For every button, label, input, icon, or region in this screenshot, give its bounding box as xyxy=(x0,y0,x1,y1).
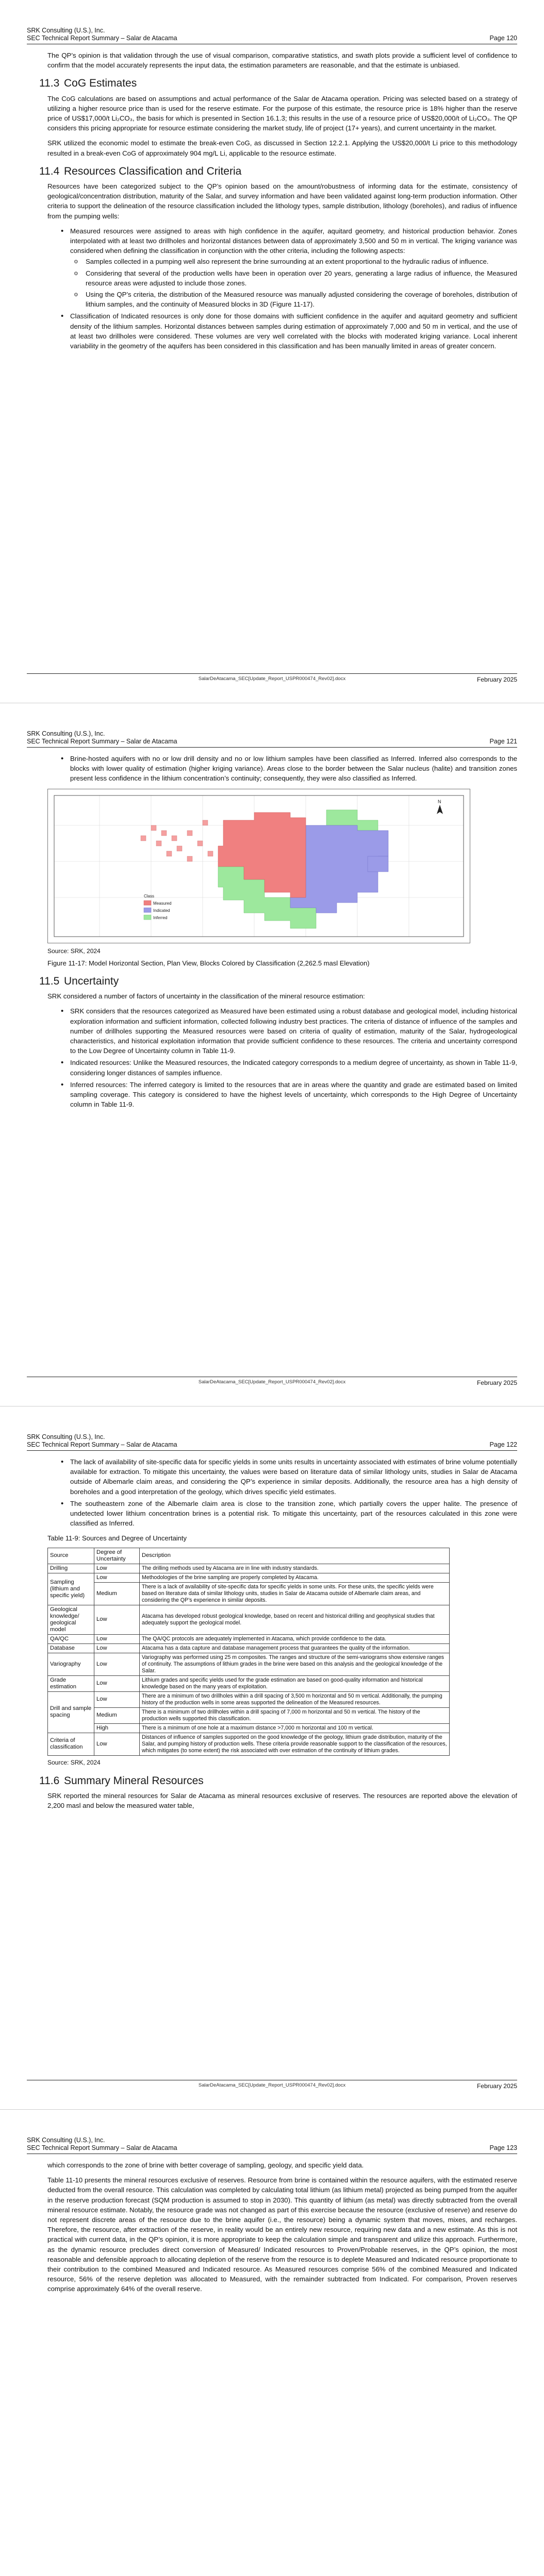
page-footer xyxy=(27,673,517,683)
cell-source: Database xyxy=(48,1643,94,1653)
footer-date: February 2025 xyxy=(476,676,517,683)
table-row xyxy=(48,1653,450,1675)
cell-description: Variography was performed using 25 m composites. The ranges and structure of the semi-variograms show extensive ranges of continuity. The assumptions of lithium grades in the brine were based on this analysis and the geological knowledge of the Salar. xyxy=(140,1653,450,1675)
table-row xyxy=(48,1643,450,1653)
cell-source: Grade estimation xyxy=(48,1675,94,1691)
figure-caption: Figure 11-17: Model Horizontal Section, Plan View, Blocks Colored by Classification (2,262.5 masl Elevation) xyxy=(47,959,370,967)
header-company: SRK Consulting (U.S.), Inc. xyxy=(27,730,105,737)
cell-description: There is a lack of availability of site-specific data for specific yields in some units. For these units, the specific yields were based on literature data of similar lithology units, studies in Salar de Atacama outside of Albemarle claim areas, and considering the QP’s experience in similar deposits. xyxy=(140,1582,450,1605)
paragraph: SRK considered a number of factors of uncertainty in the classification of the mineral resource estimation: xyxy=(47,992,365,1001)
table-row xyxy=(48,1723,450,1733)
cell-degree: Low xyxy=(94,1564,140,1573)
page-122 xyxy=(0,1406,544,2110)
header-page-number: Page 122 xyxy=(489,1441,517,1448)
uncertainty-table xyxy=(47,1548,450,1756)
section-title: Resources Classification and Criteria xyxy=(64,165,242,177)
cell-degree: Medium xyxy=(94,1707,140,1723)
cell-degree: Low xyxy=(94,1733,140,1755)
section-heading-11-6 xyxy=(39,1776,517,1786)
list-item: • The southeastern zone of the Albemarle claim area is close to the transition zone, which partially covers the upper halite. The presence of undetected lower lithium concentration brines is a potential risk. To mitigate this uncertainty, part of the resources calculated in this zone were classified as Inferred. xyxy=(70,1499,517,1529)
header-report-title: SEC Technical Report Summary – Salar de Atacama xyxy=(27,35,177,42)
table-row xyxy=(48,1733,450,1755)
header-page-number: Page 120 xyxy=(489,35,517,42)
cell-degree: Medium xyxy=(94,1582,140,1605)
section-heading-11-5 xyxy=(39,976,517,986)
page-content xyxy=(39,1457,517,1816)
table-header-row xyxy=(48,1548,450,1564)
list-item xyxy=(70,226,517,310)
cell-description: Distances of influence of samples supported on the good knowledge of the geology, lithium grade distribution, maturity of the Salar, and pumping history of production wells. These criteria provide reasonable support to the classification of the resources, which mitigates (to some extent) the risk associated with over estimation of the continuity of lithium grades. xyxy=(140,1733,450,1755)
section-number: 11.4 xyxy=(39,165,60,177)
table-row xyxy=(48,1564,450,1573)
cell-description: Lithium grades and specific yields used for the grade estimation are based on good-quality information and historical knowledge based on the many years of exploitation. xyxy=(140,1675,450,1691)
page-footer xyxy=(27,2080,517,2090)
header-page-number: Page 123 xyxy=(489,2144,517,2151)
cell-source: Drilling xyxy=(48,1564,94,1573)
table-caption: Table 11-9: Sources and Degree of Uncertainty xyxy=(47,1534,187,1543)
footer-filename: SalarDeAtacama_SEC[Update_Report_USPR000474_Rev02].docx xyxy=(198,2082,346,2088)
classification-map xyxy=(48,789,470,943)
sub-list-item: o Using the QP’s criteria, the distribution of the Measured resource was manually adjusted considering the coverage of boreholes, distribution of lithium samples, and the continuity of Measured blocks in 3D (Figure 11-17). xyxy=(86,290,517,309)
cell-description: There is a minimum of two drillholes within a drill spacing of 7,000 m horizontal and 50 m vertical. The history of the production wells supported this classification. xyxy=(140,1707,450,1723)
legend-label-indicated: Indicated xyxy=(153,908,170,913)
bullet-list xyxy=(47,754,517,784)
cell-description: There are a minimum of two drillholes within a drill spacing of 3,500 m horizontal and 50 m vertical. Additionally, the pumping history of the production wells in some areas supported the delineation of the Measured resources. xyxy=(140,1691,450,1707)
footer-rule xyxy=(27,673,517,674)
header-rule xyxy=(27,747,517,748)
list-item-text: Measured resources were assigned to areas with high confidence in the aquifer, aquitard geometry, and historical production behavior. Zones interpolated with at least two drillholes and horizontal distances between data of approximately 3,500 and 50 m in vertical. The kriging variance was considered when defining the classification in conjunction with the other criteria, including the following aspects: xyxy=(70,227,517,255)
table-row xyxy=(48,1634,450,1643)
list-item: • The lack of availability of site-specific data for specific yields in some units results in uncertainty associated with estimates of brine volume potentially available for extraction. To mitigate this uncertainty, the values were based on literature data of similar lithology units, studies in Salar de Atacama outside of Albemarle claim areas, and considering the QP’s experience in similar deposits. Additionally, the resource area has a high density of boreholes and a good interpretation of the geology, which drives specific yield estimates. xyxy=(70,1457,517,1497)
page-header xyxy=(27,27,517,44)
cell-description: The QA/QC protocols are adequately implemented in Atacama, which provide confidence to the data. xyxy=(140,1634,450,1643)
cell-description: The drilling methods used by Atacama are in line with industry standards. xyxy=(140,1564,450,1573)
cell-source: Sampling (lithium and specific yield) xyxy=(48,1573,94,1605)
section-title: CoG Estimates xyxy=(64,77,137,90)
section-number: 11.6 xyxy=(39,1774,60,1787)
table-row xyxy=(48,1605,450,1634)
cell-description: Atacama has developed robust geological knowledge, based on recent and historical drilling and geophysical studies that adequately support the geological model. xyxy=(140,1605,450,1634)
table-row xyxy=(48,1707,450,1723)
cell-source: Variography xyxy=(48,1653,94,1675)
paragraph: SRK utilized the economic model to estimate the break-even CoG, as discussed in Section 12.2.1. Applying the US$20,000/t Li price to this methodology resulted in a break-even CoG of approximately 904 mg/L Li, applicable to the resource estimate. xyxy=(47,139,517,157)
page-120 xyxy=(0,0,544,703)
column-header-description: Description xyxy=(140,1548,450,1564)
header-report-title: SEC Technical Report Summary – Salar de Atacama xyxy=(27,2144,177,2151)
list-item: • Brine-hosted aquifers with no or low drill density and no or low lithium samples have been classified as Inferred. Inferred also corresponds to the blocks with lower quality of estimation (higher kriging variance). Areas close to the border between the Salar nucleus (halite) and transition zones present less confidence in the lithium concentration’s continuity; consequently, they were also classified as Inferred. xyxy=(70,754,517,784)
page-123 xyxy=(0,2110,544,2576)
figure-source: Source: SRK, 2024 xyxy=(47,947,101,955)
section-heading-11-3 xyxy=(39,78,517,88)
paragraph: SRK reported the mineral resources for Salar de Atacama as mineral resources exclusive of reserves. The resources are reported above the elevation of 2,200 masl and below the measured water table, xyxy=(47,1792,517,1810)
cell-degree: High xyxy=(94,1723,140,1733)
cell-description: Atacama has a data capture and database management process that guarantees the quality of the information. xyxy=(140,1643,450,1653)
table-source: Source: SRK, 2024 xyxy=(47,1758,101,1766)
list-item: • Inferred resources: The inferred category is limited to the resources that are in areas where the quantity and grade are estimated based on limited sampling coverage. This category is considered to have the highest levels of uncertainty, which corresponds to the High Degree of Uncertainty column in Table 11-9. xyxy=(70,1080,517,1110)
cell-degree: Low xyxy=(94,1691,140,1707)
paragraph: The CoG calculations are based on assumptions and actual performance of the Salar de Atacama operation. Pricing was selected based on a strategy of utilizing a higher resource price than is used for the reserve estimate. For the purpose of this estimate, the resource price is 18% higher than the reserve price of US$17,000/t Li₂CO₃, the basis for which is presented in Section 16.1.3; this results in the use of a resource price of US$20,000/t of Li₂CO₃. The QP considers this pricing appropriate for resource estimate considering the market study, life of project (17+ years), and current uncertainty in the market. xyxy=(47,94,517,132)
paragraph: which corresponds to the zone of brine with better coverage of sampling, geology, and specific yield data. xyxy=(47,2161,364,2169)
cell-source: Criteria of classification xyxy=(48,1733,94,1755)
header-rule xyxy=(27,1450,517,1451)
section-number: 11.5 xyxy=(39,975,60,988)
legend-swatch-measured xyxy=(144,901,151,905)
page-footer xyxy=(27,1377,517,1386)
footer-filename: SalarDeAtacama_SEC[Update_Report_USPR000474_Rev02].docx xyxy=(198,676,346,682)
section-heading-11-4 xyxy=(39,166,517,176)
legend-swatch-indicated xyxy=(144,908,151,912)
bullet-list xyxy=(47,1006,517,1109)
page-header xyxy=(27,1433,517,1451)
cell-description: Methodologies of the brine sampling are properly completed by Atacama. xyxy=(140,1573,450,1582)
legend-label-inferred: Inferred xyxy=(153,915,168,920)
page-content xyxy=(39,50,517,356)
header-company: SRK Consulting (U.S.), Inc. xyxy=(27,1433,105,1440)
header-page-number: Page 121 xyxy=(489,738,517,745)
cell-degree: Low xyxy=(94,1675,140,1691)
list-item: • SRK considers that the resources categorized as Measured have been estimated using a robust database and geological model, including historical exploration information and sufficient information, collected following industry best practices. The criteria of distance of influence of the samples and number of drillholes supporting the Measured resources were based on criteria of quality of estimation, maturity of the Salar, hydrogeological characteristics, and historical exploitation information that provide sufficient confidence to these resources. The criteria and uncertainty correspond to the Low Degree of Uncertainty column in Table 11-9. xyxy=(70,1006,517,1056)
legend-swatch-inferred xyxy=(144,915,151,920)
sub-bullet-list xyxy=(70,257,517,309)
legend-title: Class xyxy=(144,893,155,899)
section-title: Uncertainty xyxy=(64,975,119,988)
list-item: • Indicated resources: Unlike the Measured resources, the Indicated category corresponds to a medium degree of uncertainty, as shown in Table 11-9, considering longer distances of samples influence. xyxy=(70,1058,517,1077)
bullet-list xyxy=(47,1457,517,1528)
table-row xyxy=(48,1573,450,1582)
sub-list-item: o Considering that several of the production wells have been in operation over 20 years, generating a large radius of influence, the Measured resource areas were adjusted to include those zones. xyxy=(86,268,517,288)
north-label: N xyxy=(438,799,441,804)
table-row xyxy=(48,1675,450,1691)
list-item: • Classification of Indicated resources is only done for those domains with sufficient confidence in the aquifer and aquitard geometry and sufficient density of the lithium samples. Horizontal distances between samples during estimation of approximately 7,000 and 50 m in vertical, and the use of at least two drillholes were considered. These volumes are very well correlated with the blocks with moderated kriging variance. Local inherent variability in the geometry of the aquifers has been considered in this classification and has been manually limited in areas of greater concern. xyxy=(70,311,517,351)
table-row xyxy=(48,1582,450,1605)
cell-degree: Low xyxy=(94,1653,140,1675)
paragraph: Resources have been categorized subject to the QP’s opinion based on the amount/robustness of informing data for the estimate, consistency of geological/concentration distribution, maturity of the Salar, and survey information and have been validated against long-term production information. Other criteria to support the delineation of the resource classification included the lithology types, sample distribution, lithology (boreholes), and radius of influence from the pumping wells: xyxy=(47,182,517,220)
cell-source: Drill and sample spacing xyxy=(48,1691,94,1733)
column-header-degree: Degree of Uncertainty xyxy=(94,1548,140,1564)
indicated-blocks xyxy=(368,856,388,872)
header-company: SRK Consulting (U.S.), Inc. xyxy=(27,2137,105,2144)
footer-date: February 2025 xyxy=(476,1379,517,1386)
footer-filename: SalarDeAtacama_SEC[Update_Report_USPR000474_Rev02].docx xyxy=(198,1379,346,1385)
cell-degree: Low xyxy=(94,1634,140,1643)
page-121 xyxy=(0,703,544,1406)
cell-source: QA/QC xyxy=(48,1634,94,1643)
column-header-source: Source xyxy=(48,1548,94,1564)
section-number: 11.3 xyxy=(39,77,60,90)
classification-map-figure xyxy=(47,789,470,943)
header-report-title: SEC Technical Report Summary – Salar de Atacama xyxy=(27,1441,177,1448)
cell-degree: Low xyxy=(94,1605,140,1634)
table-row xyxy=(48,1691,450,1707)
cell-degree: Low xyxy=(94,1643,140,1653)
header-report-title: SEC Technical Report Summary – Salar de Atacama xyxy=(27,738,177,745)
page-content xyxy=(39,754,517,1114)
section-title: Summary Mineral Resources xyxy=(64,1774,204,1787)
page-header xyxy=(27,2137,517,2154)
sub-list-item: o Samples collected in a pumping well also represent the brine surrounding at an extent proportional to the hydraulic radius of influence. xyxy=(86,257,517,266)
cell-source: Geological knowledge/ geological model xyxy=(48,1605,94,1634)
paragraph: Table 11-10 presents the mineral resources exclusive of reserves. Resource from brine is contained within the resource aquifers, with the estimated reserve deducted from the overall resource. This calculation was completed by calculating total lithium (as lithium metal) projected as being pumped from the aquifer in the reserve production forecast (SQM production is assumed to stop in 2030). This quantity of lithium (as metal) was directly subtracted from the overall mineral resource estimate. Notably, the resource grade was not changed as part of this exercise because the resource (exclusive of reserve) and reserve do not represent discrete areas of the resource due to the brine aquifer (i.e., the resource) being a dynamic system that moves, mixes, and recharges. Therefore, the resource, after extraction of the reserve, in reality would be an entirely new resource, requiring new data and a new estimate. As this is not practical with current data, in the QP’s opinion, it is more appropriate to keep the calculation simple and transparent and utilize this approach. Furthermore, as the dynamic resource precludes direct conversion of Measured/ Indicated resources to Proven/Probable reserves, in the QP’s opinion, the most reasonable and defensible approach to allocating depletion of the reserve from the resource is to deplete Measured and Indicated resource proportionate to their contribution to the combined Measured and Indicated resource. As Measured resources comprise 56% of the combined Measured and Indicated resource, 56% of the reserve depletion was allocated to Measured, with the remainder subtracted from Indicated. For comparison, Proven reserves comprise approximately 64% of the overall reserve. xyxy=(47,2176,517,2293)
legend-label-measured: Measured xyxy=(153,901,172,906)
bullet-list xyxy=(47,226,517,351)
page-content xyxy=(47,2160,517,2299)
header-company: SRK Consulting (U.S.), Inc. xyxy=(27,27,105,34)
cell-description: There is a minimum of one hole at a maximum distance >7,000 m horizontal and 100 m vertical. xyxy=(140,1723,450,1733)
paragraph: The QP’s opinion is that validation through the use of visual comparison, comparative statistics, and swath plots provide a sufficient level of confidence to confirm that the model accurately represents the input data, the estimation parameters are reasonable, and that the estimate is unbiased. xyxy=(47,52,517,70)
page-header xyxy=(27,730,517,748)
cell-degree: Low xyxy=(94,1573,140,1582)
footer-date: February 2025 xyxy=(476,2082,517,2090)
